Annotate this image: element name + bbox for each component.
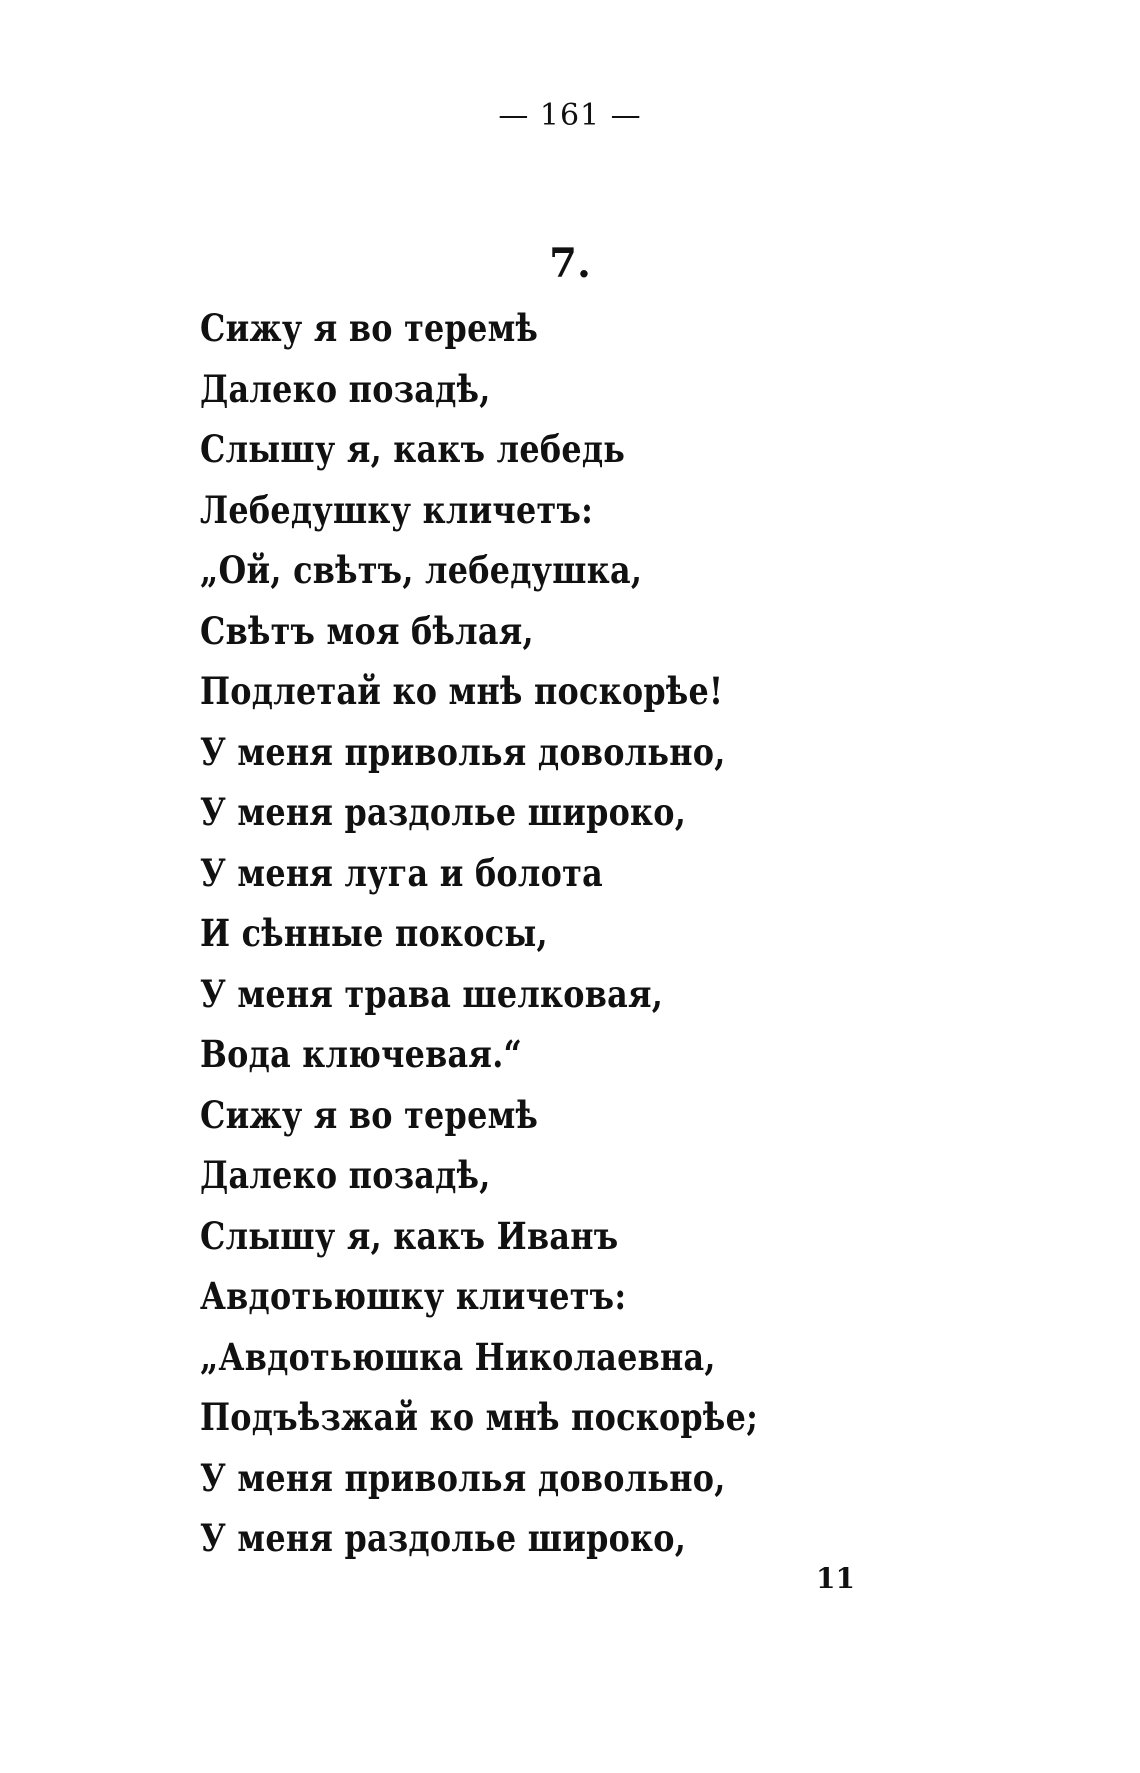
verse-line: У меня раздолье широко,	[200, 1516, 687, 1560]
verse-line: У меня трава шелковая,	[200, 971, 664, 1016]
verse-line: Сижу я во теремѣ	[200, 1092, 539, 1137]
verse-line: Свѣтъ моя бѣлая,	[200, 608, 534, 653]
verse-text	[200, 298, 849, 1569]
verse-line: У меня раздолье широко,	[200, 790, 687, 834]
verse-line: Лебедушку кличетъ:	[200, 487, 594, 532]
verse-line: У меня приволья довольно,	[200, 729, 726, 774]
verse-line: Слышу я, какъ Иванъ	[200, 1213, 619, 1258]
verse-line: Подъѣзжай ко мнѣ поскорѣе;	[200, 1395, 759, 1439]
verse-line: „Авдотьюшка Николаевна,	[200, 1334, 716, 1379]
verse-line: У меня луга и болота	[200, 850, 603, 895]
verse-line: И сѣнные покосы,	[200, 911, 548, 955]
verse-line: Авдотьюшку кличетъ:	[200, 1274, 627, 1318]
page-number: — 161 —	[498, 98, 642, 133]
verse-line: Подлетай ко мнѣ поскорѣе!	[200, 669, 724, 713]
section-number: 7.	[549, 240, 591, 287]
verse-line: У меня приволья довольно,	[200, 1455, 726, 1500]
verse-line: „Ой, свѣтъ, лебедушка,	[200, 548, 643, 592]
verse-line: Сижу я во теремѣ	[200, 306, 539, 350]
verse-line: Вода ключевая.“	[200, 1032, 523, 1076]
verse-line: Далеко позадѣ,	[200, 1153, 491, 1197]
verse-line: Слышу я, какъ лебедь	[200, 427, 626, 471]
signature-mark: 11	[816, 1562, 855, 1595]
verse-line: Далеко позадѣ,	[200, 366, 491, 411]
